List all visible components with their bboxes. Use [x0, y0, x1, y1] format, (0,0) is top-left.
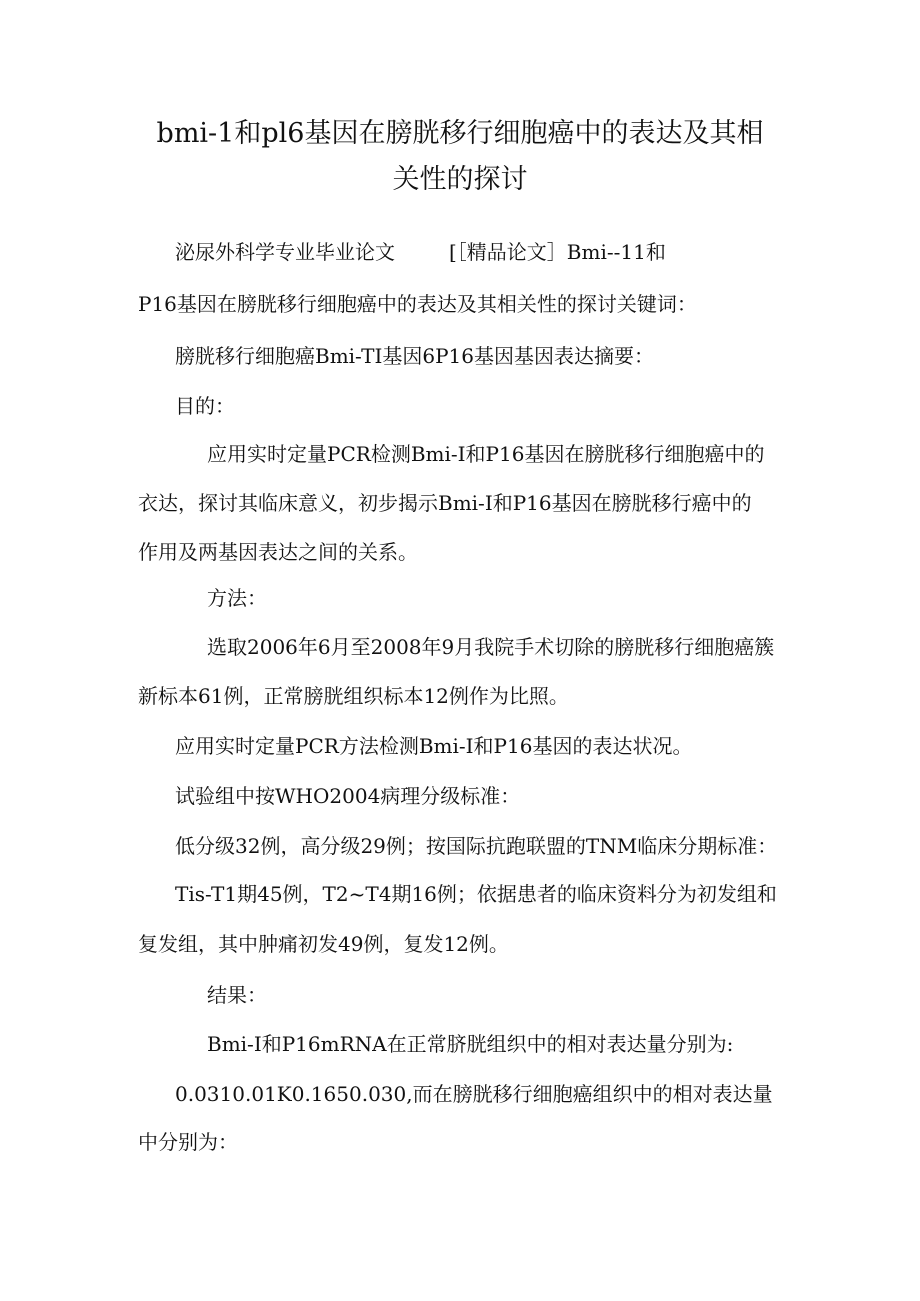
paragraph-line: 新标本61例，正常膀胱组织标本12例作为比照。	[138, 684, 569, 708]
section-label-purpose: 目的：	[175, 394, 235, 418]
paragraph-line: 试验组中按WHO2004病理分级标准：	[175, 784, 521, 808]
document-title-line-1: bmi-1和pl6基因在膀胱移行细胞癌中的表达及其相	[156, 118, 764, 149]
paragraph-line: 中分别为：	[138, 1130, 238, 1154]
paragraph-line: 0.0310.01K0.1650.030,而在膀胱移行细胞癌组织中的相对表达量	[175, 1082, 773, 1106]
header-major: 泌尿外科学专业毕业论文	[175, 240, 395, 264]
section-label-method: 方法：	[207, 586, 267, 610]
paragraph-line: Bmi-I和P16mRNA在正常脐胱组织中的相对表达量分别为:	[207, 1032, 734, 1056]
paragraph-line: 低分级32例，高分级29例；按国际抗跑联盟的TNM临床分期标准：	[175, 834, 778, 858]
header-line	[175, 238, 666, 266]
paragraph-line: 衣达，探讨其临床意义，初步揭示Bmi-I和P16基因在膀胱移行癌中的	[138, 491, 752, 515]
paragraph-line: Tis-T1期45例，T2~T4期16例；依据患者的临床资料分为初发组和	[175, 882, 777, 906]
paragraph-line: 应用实时定量PCR方法检测Bmi-I和P16基因的表达状况。	[175, 734, 693, 758]
document-title-line-2: 关性的探讨	[392, 164, 528, 195]
paragraph-line: 选取2006年6月至2008年9月我院手术切除的膀胱移行细胞癌簇	[207, 635, 775, 659]
paragraph-line: 应用实时定量PCR检测Bmi-I和P16基因在膀胱移行细胞癌中的	[207, 442, 765, 466]
paragraph-line: P16基因在膀胱移行细胞癌中的表达及其相关性的探讨关键词：	[138, 292, 697, 316]
paragraph-line: 作用及两基因表达之间的关系。	[138, 540, 418, 564]
paragraph-line: 复发组，其中肿痛初发49例，复发12例。	[138, 932, 509, 956]
header-tag: [［精品论文］Bmi--11和	[449, 240, 666, 264]
keywords-line: 膀胱移行细胞癌Bmi-TI基因6P16基因基因表达摘要：	[175, 344, 654, 368]
section-label-result: 结果：	[207, 983, 267, 1007]
